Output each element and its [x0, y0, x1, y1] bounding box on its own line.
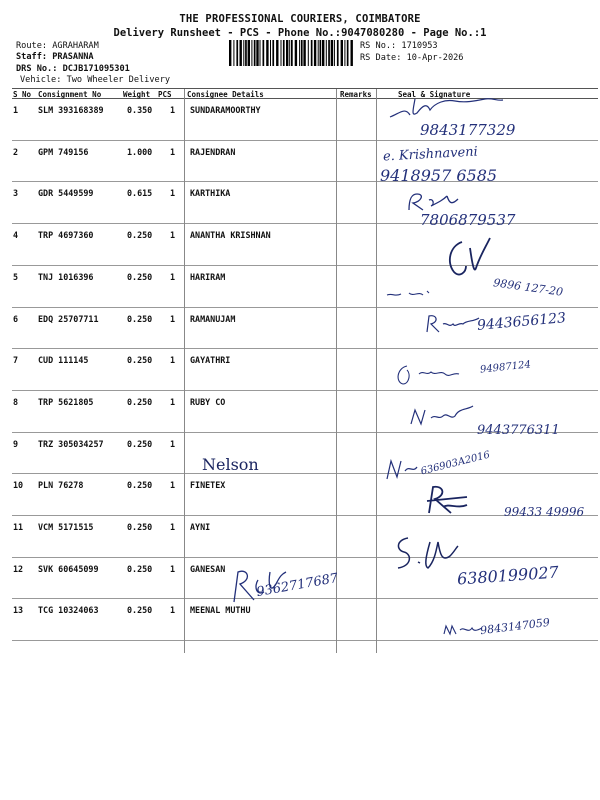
signature-scribble: [393, 362, 483, 388]
row-consignee: ANANTHA KRISHNAN: [190, 230, 271, 241]
row-separator: [12, 557, 598, 558]
row-consignee: RAJENDRAN: [190, 146, 236, 157]
barcode-bar: [256, 40, 258, 66]
row-consignment-no: SVK 60645099: [38, 563, 99, 574]
row-sno: 7: [13, 355, 19, 366]
barcode-bar: [318, 40, 319, 66]
handwritten-name: Nelson: [202, 455, 259, 474]
signature-scribble: [440, 620, 484, 638]
col-header-pcs: PCS: [158, 90, 172, 99]
barcode-bar: [266, 40, 268, 66]
row-consignment-no: SLM 393168389: [38, 105, 104, 115]
rs-number: RS No.: 1710953: [360, 41, 438, 51]
row-consignee: AYNI: [190, 522, 211, 532]
row-consignee: FINETEX: [190, 480, 226, 491]
barcode-bar: [260, 40, 261, 66]
col-header-weight: Weight: [123, 90, 151, 99]
handwritten-phone: 9843177329: [420, 121, 516, 139]
row-sno: 3: [13, 188, 19, 199]
row-pcs: 1: [170, 105, 176, 115]
row-separator: [12, 640, 598, 641]
row-separator: [12, 598, 598, 599]
row-sno: 11: [13, 522, 24, 532]
row-weight: 0.250: [127, 438, 153, 449]
barcode-bar: [243, 40, 244, 66]
row-weight: 0.250: [127, 563, 153, 574]
row-consignment-no: TNJ 1016396: [38, 271, 94, 282]
handwritten-phone: 636903A2016: [419, 449, 492, 478]
row-pcs: 1: [170, 355, 176, 366]
row-sno: 4: [13, 230, 19, 241]
row-weight: 1.000: [127, 146, 153, 157]
col-header-remarks: Remarks: [340, 90, 372, 99]
barcode-bar: [283, 40, 285, 66]
handwritten-phone: 99433 49996: [504, 505, 585, 519]
barcode-bar: [322, 40, 324, 66]
row-separator: [12, 140, 598, 141]
handwritten-phone: 9843147059: [479, 615, 551, 638]
row-pcs: 1: [170, 230, 176, 241]
signature-scribble: [407, 402, 487, 430]
barcode-bar: [251, 40, 252, 66]
handwritten-phone: 9896 127-20: [492, 276, 564, 299]
barcode-bar: [281, 40, 282, 66]
barcode-bar: [291, 40, 293, 66]
row-pcs: 1: [170, 146, 176, 157]
drs-number: DRS No.: DCJB171095301: [16, 64, 130, 74]
barcode-bar: [233, 40, 234, 66]
barcode-bar: [289, 40, 290, 66]
row-sno: 13: [13, 605, 24, 616]
row-sno: 10: [13, 480, 24, 491]
row-weight: 0.350: [127, 105, 153, 115]
row-weight: 0.250: [127, 396, 153, 407]
row-weight: 0.250: [127, 271, 153, 282]
barcode-bar: [308, 40, 309, 66]
row-consignment-no: TRP 5621805: [38, 396, 94, 407]
row-pcs: 1: [170, 438, 176, 449]
signature-scribble: [440, 232, 500, 282]
vehicle-label: Vehicle: Two Wheeler Delivery: [20, 75, 171, 85]
barcode-bar: [341, 40, 343, 66]
col-header-sno: S No: [13, 90, 32, 99]
barcode-bar: [229, 40, 231, 66]
route-label: Route: AGRAHARAM: [16, 41, 99, 51]
row-consignee: GANESAN: [190, 563, 226, 574]
signature-scribble: [383, 455, 423, 483]
row-weight: 0.250: [127, 522, 153, 532]
row-sno: 12: [13, 563, 24, 574]
barcode-bar: [295, 40, 297, 66]
row-separator: [12, 348, 598, 349]
row-consignee: SUNDARAMOORTHY: [190, 105, 261, 115]
barcode-bar: [320, 40, 322, 66]
barcode-bar: [334, 40, 335, 66]
row-consignment-no: PLN 76278: [38, 480, 84, 491]
barcode-bar: [270, 40, 271, 66]
barcode-bar: [276, 40, 278, 66]
row-pcs: 1: [170, 188, 176, 199]
row-consignee: HARIRAM: [190, 271, 226, 282]
row-sno: 2: [13, 146, 19, 157]
barcode-bar: [240, 40, 242, 66]
signature-scribble: [383, 285, 453, 301]
row-pcs: 1: [170, 563, 176, 574]
column-divider: [336, 89, 337, 653]
row-pcs: 1: [170, 271, 176, 282]
row-consignment-no: GPM 749156: [38, 146, 89, 157]
row-separator: [12, 390, 598, 391]
row-weight: 0.250: [127, 605, 153, 616]
row-consignee: KARTHIKA: [190, 188, 231, 199]
row-consignment-no: CUD 111145: [38, 355, 89, 366]
column-divider: [184, 89, 185, 653]
barcode-bar: [328, 40, 330, 66]
staff-label: Staff: PRASANNA: [16, 52, 94, 62]
row-weight: 0.250: [127, 230, 153, 241]
col-header-signature: Seal & Signature: [398, 90, 471, 99]
col-header-consignment: Consignment No: [38, 90, 102, 99]
barcode-bar: [245, 40, 247, 66]
barcode-bar: [272, 40, 274, 66]
barcode-bar: [301, 40, 303, 66]
row-consignment-no: TRZ 305034257: [38, 438, 104, 449]
row-sno: 6: [13, 313, 19, 324]
row-sno: 5: [13, 271, 19, 282]
handwritten-phone: 7806879537: [420, 211, 516, 229]
barcode-image: [229, 40, 355, 66]
barcode-bar: [248, 40, 250, 66]
row-separator: [12, 181, 598, 182]
rs-date: RS Date: 10-Apr-2026: [360, 53, 464, 63]
barcode-bar: [254, 40, 256, 66]
barcode-bar: [286, 40, 288, 66]
barcode-bar: [314, 40, 316, 66]
row-pcs: 1: [170, 605, 176, 616]
row-consignment-no: GDR 5449599: [38, 188, 94, 199]
barcode-bar: [331, 40, 333, 66]
handwritten-phone: 9443776311: [477, 423, 560, 438]
handwritten-phone: 9443656123: [476, 310, 567, 334]
row-sno: 1: [13, 105, 19, 115]
row-weight: 0.250: [127, 313, 153, 324]
column-divider: [376, 89, 377, 653]
row-weight: 0.250: [127, 355, 153, 366]
barcode-bar: [303, 40, 305, 66]
row-pcs: 1: [170, 522, 176, 532]
row-weight: 0.250: [127, 480, 153, 491]
row-consignment-no: VCM 5171515: [38, 522, 94, 532]
barcode-bar: [326, 40, 327, 66]
signature-scribble: [423, 483, 473, 519]
handwritten-phone: 94987124: [479, 359, 532, 376]
row-separator: [12, 473, 598, 474]
barcode-bar: [263, 40, 265, 66]
barcode-bar: [311, 40, 313, 66]
row-pcs: 1: [170, 480, 176, 491]
signature-scribble: [390, 532, 460, 574]
row-consignee: RUBY CO: [190, 396, 226, 407]
handwritten-name: e. Krishnaveni: [382, 144, 479, 165]
barcode-bar: [236, 40, 238, 66]
col-header-consignee: Consignee Details: [187, 90, 264, 99]
row-pcs: 1: [170, 396, 176, 407]
row-sno: 9: [13, 438, 19, 449]
row-consignment-no: EDQ 25707711: [38, 313, 99, 324]
signature-scribble: [423, 312, 483, 336]
header-top-rule: [12, 88, 598, 89]
handwritten-phone: 6380199027: [456, 562, 560, 589]
barcode-bar: [344, 40, 345, 66]
row-consignee: GAYATHRI: [190, 355, 231, 366]
row-separator: [12, 265, 598, 266]
row-pcs: 1: [170, 313, 176, 324]
barcode-bar: [351, 40, 353, 66]
row-consignment-no: TCG 10324063: [38, 605, 99, 616]
company-title: THE PROFESSIONAL COURIERS, COIMBATORE: [179, 13, 421, 25]
row-separator: [12, 307, 598, 308]
row-consignee: RAMANUJAM: [190, 313, 236, 324]
row-consignment-no: TRP 4697360: [38, 230, 94, 241]
handwritten-phone: 9362717687: [255, 570, 340, 601]
barcode-bar: [299, 40, 300, 66]
row-weight: 0.615: [127, 188, 153, 199]
runsheet-subtitle: Delivery Runsheet - PCS - Phone No.:9047080280 - Page No.:1: [113, 27, 487, 39]
row-consignee: MEENAL MUTHU: [190, 605, 251, 616]
barcode-bar: [337, 40, 339, 66]
row-sno: 8: [13, 396, 19, 407]
barcode-bar: [347, 40, 349, 66]
handwritten-phone: 9418957 6585: [380, 166, 498, 185]
